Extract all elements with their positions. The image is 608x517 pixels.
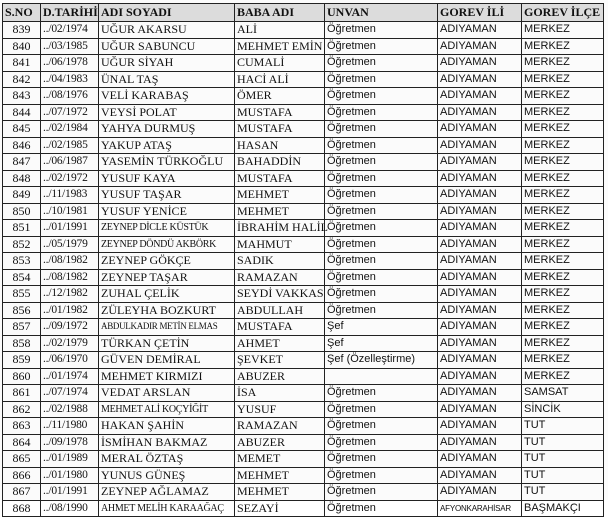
cell-district: MERKEZ: [522, 170, 604, 187]
cell-birth-date: ../08/1976: [41, 88, 99, 105]
cell-district: MERKEZ: [522, 55, 604, 72]
cell-title: Öğretmen: [325, 104, 438, 121]
cell-full-name: YAKUP ATAŞ: [99, 137, 235, 154]
table-row: [3, 434, 604, 451]
table-row: [3, 269, 604, 286]
cell-birth-date: ../01/1980: [41, 467, 99, 484]
cell-province: ADIYAMAN: [438, 88, 522, 105]
cell-full-name: ÜNAL TAŞ: [99, 71, 235, 88]
cell-district: MERKEZ: [522, 269, 604, 286]
cell-title: Öğretmen: [325, 253, 438, 270]
cell-birth-date: ../11/1980: [41, 418, 99, 435]
table-row: [3, 220, 604, 237]
cell-province: ADIYAMAN: [438, 352, 522, 369]
table-row: [3, 253, 604, 270]
cell-full-name: AHMET MELİH KARAAĞAÇ: [99, 500, 235, 517]
cell-province: ADIYAMAN: [438, 302, 522, 319]
table-row: [3, 352, 604, 369]
cell-sno: 866: [3, 467, 41, 484]
table-row: [3, 401, 604, 418]
cell-birth-date: ../11/1983: [41, 187, 99, 204]
cell-title: Öğretmen: [325, 187, 438, 204]
cell-birth-date: ../01/1982: [41, 302, 99, 319]
cell-district: MERKEZ: [522, 154, 604, 171]
cell-father-name: ŞEVKET: [235, 352, 325, 369]
cell-sno: 844: [3, 104, 41, 121]
cell-father-name: MUSTAFA: [235, 121, 325, 138]
cell-father-name: YUSUF: [235, 401, 325, 418]
header-father-name: BABA ADI: [235, 4, 325, 22]
cell-province: ADIYAMAN: [438, 22, 522, 39]
cell-district: TUT: [522, 467, 604, 484]
cell-province: ADIYAMAN: [438, 220, 522, 237]
cell-province: ADIYAMAN: [438, 451, 522, 468]
cell-birth-date: ../02/1972: [41, 170, 99, 187]
cell-province: ADIYAMAN: [438, 170, 522, 187]
cell-full-name: UĞUR SİYAH: [99, 55, 235, 72]
cell-full-name: İSMİHAN BAKMAZ: [99, 434, 235, 451]
cell-full-name: UĞUR SABUNCU: [99, 38, 235, 55]
cell-full-name: VEDAT ARSLAN: [99, 385, 235, 402]
cell-birth-date: ../02/1988: [41, 401, 99, 418]
cell-father-name: MUSTAFA: [235, 104, 325, 121]
cell-father-name: HASAN: [235, 137, 325, 154]
cell-sno: 840: [3, 38, 41, 55]
cell-title: Öğretmen: [325, 170, 438, 187]
table-row: [3, 484, 604, 501]
table-row: [3, 170, 604, 187]
table-header-row: [3, 4, 604, 22]
cell-birth-date: ../01/1991: [41, 484, 99, 501]
cell-province: ADIYAMAN: [438, 286, 522, 303]
cell-full-name: YUNUS GÜNEŞ: [99, 467, 235, 484]
cell-sno: 842: [3, 71, 41, 88]
table-row: [3, 71, 604, 88]
cell-sno: 860: [3, 368, 41, 385]
cell-full-name: ZEYNEP GÖKÇE: [99, 253, 235, 270]
cell-title: Öğretmen: [325, 434, 438, 451]
cell-district: TUT: [522, 418, 604, 435]
cell-father-name: SEYDİ VAKKAS: [235, 286, 325, 303]
cell-title: Öğretmen: [325, 484, 438, 501]
cell-province: ADIYAMAN: [438, 104, 522, 121]
cell-father-name: AHMET: [235, 335, 325, 352]
cell-district: SAMSAT: [522, 385, 604, 402]
cell-full-name: VEYSİ POLAT: [99, 104, 235, 121]
table-row: [3, 335, 604, 352]
cell-district: MERKEZ: [522, 253, 604, 270]
cell-birth-date: ../02/1979: [41, 335, 99, 352]
cell-province: ADIYAMAN: [438, 401, 522, 418]
cell-full-name: ZEYNEP DÖNDÜ AKBÖRK: [99, 236, 235, 253]
cell-title: Öğretmen: [325, 88, 438, 105]
cell-birth-date: ../06/1970: [41, 352, 99, 369]
cell-sno: 839: [3, 22, 41, 39]
cell-father-name: MUSTAFA: [235, 170, 325, 187]
cell-district: MERKEZ: [522, 187, 604, 204]
cell-province: AFYONKARAHİSAR: [438, 500, 522, 517]
cell-full-name: ZEYNEP AĞLAMAZ: [99, 484, 235, 501]
cell-birth-date: ../02/1985: [41, 137, 99, 154]
cell-province: ADIYAMAN: [438, 236, 522, 253]
cell-district: MERKEZ: [522, 38, 604, 55]
cell-title: Öğretmen: [325, 451, 438, 468]
cell-full-name: MEHMET ALİ KOÇYİĞİT: [99, 401, 235, 418]
cell-province: ADIYAMAN: [438, 154, 522, 171]
cell-full-name: HAKAN ŞAHİN: [99, 418, 235, 435]
cell-district: TUT: [522, 434, 604, 451]
cell-birth-date: ../07/1974: [41, 385, 99, 402]
cell-province: ADIYAMAN: [438, 368, 522, 385]
cell-birth-date: ../04/1983: [41, 71, 99, 88]
table-row: [3, 385, 604, 402]
header-sno: S.NO: [3, 4, 41, 22]
cell-title: Öğretmen: [325, 154, 438, 171]
cell-district: MERKEZ: [522, 286, 604, 303]
cell-title: Öğretmen: [325, 38, 438, 55]
cell-district: MERKEZ: [522, 22, 604, 39]
cell-title: Öğretmen: [325, 401, 438, 418]
cell-province: ADIYAMAN: [438, 467, 522, 484]
cell-father-name: ABDULLAH: [235, 302, 325, 319]
table-row: [3, 302, 604, 319]
cell-district: TUT: [522, 484, 604, 501]
cell-sno: 843: [3, 88, 41, 105]
cell-full-name: YAHYA DURMUŞ: [99, 121, 235, 138]
header-title: UNVAN: [325, 4, 438, 22]
cell-title: Öğretmen: [325, 121, 438, 138]
cell-province: ADIYAMAN: [438, 38, 522, 55]
cell-title: Öğretmen: [325, 220, 438, 237]
cell-father-name: HACİ ALİ: [235, 71, 325, 88]
cell-sno: 847: [3, 154, 41, 171]
cell-full-name: ZEYNEP TAŞAR: [99, 269, 235, 286]
cell-title: Öğretmen: [325, 269, 438, 286]
table-row: [3, 104, 604, 121]
cell-sno: 867: [3, 484, 41, 501]
cell-full-name: ZEYNEP DİCLE KÜSTÜK: [99, 220, 235, 237]
cell-father-name: MEHMET EMİN: [235, 38, 325, 55]
cell-province: ADIYAMAN: [438, 187, 522, 204]
cell-province: ADIYAMAN: [438, 335, 522, 352]
table-row: [3, 236, 604, 253]
cell-district: MERKEZ: [522, 335, 604, 352]
cell-sno: 849: [3, 187, 41, 204]
cell-province: ADIYAMAN: [438, 434, 522, 451]
cell-sno: 864: [3, 434, 41, 451]
table-body: [3, 22, 604, 517]
cell-province: ADIYAMAN: [438, 484, 522, 501]
cell-full-name: ABDULKADIR METİN ELMAS: [99, 319, 235, 336]
table-row: [3, 88, 604, 105]
cell-province: ADIYAMAN: [438, 203, 522, 220]
table-row: [3, 203, 604, 220]
cell-birth-date: ../09/1972: [41, 319, 99, 336]
cell-district: MERKEZ: [522, 302, 604, 319]
cell-sno: 858: [3, 335, 41, 352]
cell-province: ADIYAMAN: [438, 253, 522, 270]
cell-full-name: VELİ KARABAŞ: [99, 88, 235, 105]
cell-full-name: YUSUF YENİCE: [99, 203, 235, 220]
table-row: [3, 368, 604, 385]
table-row: [3, 418, 604, 435]
cell-father-name: BAHADDİN: [235, 154, 325, 171]
table-row: [3, 319, 604, 336]
cell-title: Şef (Özelleştirme): [325, 352, 438, 369]
cell-birth-date: ../06/1978: [41, 55, 99, 72]
cell-father-name: RAMAZAN: [235, 418, 325, 435]
cell-district: MERKEZ: [522, 203, 604, 220]
cell-sno: 863: [3, 418, 41, 435]
cell-province: ADIYAMAN: [438, 418, 522, 435]
cell-father-name: RAMAZAN: [235, 269, 325, 286]
cell-birth-date: ../01/1989: [41, 451, 99, 468]
cell-birth-date: ../05/1979: [41, 236, 99, 253]
cell-district: BAŞMAKÇI: [522, 500, 604, 517]
cell-sno: 865: [3, 451, 41, 468]
cell-full-name: ZÜLEYHA BOZKURT: [99, 302, 235, 319]
cell-father-name: MEHMET: [235, 203, 325, 220]
cell-province: ADIYAMAN: [438, 121, 522, 138]
cell-birth-date: ../08/1990: [41, 500, 99, 517]
cell-birth-date: ../03/1985: [41, 38, 99, 55]
cell-full-name: MEHMET KIRMIZI: [99, 368, 235, 385]
cell-father-name: İSA: [235, 385, 325, 402]
cell-birth-date: ../02/1984: [41, 121, 99, 138]
cell-sno: 859: [3, 352, 41, 369]
cell-district: MERKEZ: [522, 137, 604, 154]
cell-title: Şef: [325, 335, 438, 352]
cell-birth-date: ../02/1974: [41, 22, 99, 39]
cell-title: Şef: [325, 319, 438, 336]
cell-father-name: MAHMUT: [235, 236, 325, 253]
cell-father-name: SEZAYİ: [235, 500, 325, 517]
cell-birth-date: ../09/1978: [41, 434, 99, 451]
cell-sno: 854: [3, 269, 41, 286]
table-row: [3, 467, 604, 484]
cell-full-name: UĞUR AKARSU: [99, 22, 235, 39]
cell-district: MERKEZ: [522, 319, 604, 336]
cell-province: ADIYAMAN: [438, 55, 522, 72]
cell-district: MERKEZ: [522, 104, 604, 121]
cell-title: Öğretmen: [325, 385, 438, 402]
cell-father-name: CUMALİ: [235, 55, 325, 72]
cell-birth-date: ../08/1982: [41, 269, 99, 286]
personnel-table: [2, 3, 604, 517]
cell-province: ADIYAMAN: [438, 385, 522, 402]
cell-birth-date: ../06/1987: [41, 154, 99, 171]
cell-full-name: ZUHAL ÇELİK: [99, 286, 235, 303]
cell-sno: 841: [3, 55, 41, 72]
cell-province: ADIYAMAN: [438, 71, 522, 88]
cell-sno: 848: [3, 170, 41, 187]
cell-province: ADIYAMAN: [438, 269, 522, 286]
cell-sno: 857: [3, 319, 41, 336]
cell-title: Öğretmen: [325, 22, 438, 39]
cell-birth-date: ../07/1972: [41, 104, 99, 121]
cell-sno: 862: [3, 401, 41, 418]
cell-district: MERKEZ: [522, 352, 604, 369]
cell-title: Öğretmen: [325, 302, 438, 319]
cell-title: Öğretmen: [325, 71, 438, 88]
table-row: [3, 286, 604, 303]
table-row: [3, 451, 604, 468]
cell-birth-date: ../01/1974: [41, 368, 99, 385]
cell-sno: 855: [3, 286, 41, 303]
cell-title: Öğretmen: [325, 418, 438, 435]
cell-birth-date: ../12/1982: [41, 286, 99, 303]
cell-title: Öğretmen: [325, 55, 438, 72]
cell-province: ADIYAMAN: [438, 137, 522, 154]
table-row: [3, 187, 604, 204]
cell-birth-date: ../08/1982: [41, 253, 99, 270]
header-full-name: ADI SOYADI: [99, 4, 235, 22]
header-birth-date: D.TARİHİ: [41, 4, 99, 22]
table-row: [3, 121, 604, 138]
cell-sno: 846: [3, 137, 41, 154]
cell-father-name: MEMET: [235, 451, 325, 468]
table-row: [3, 137, 604, 154]
cell-father-name: ABUZER: [235, 368, 325, 385]
cell-father-name: SADIK: [235, 253, 325, 270]
cell-district: SİNCİK: [522, 401, 604, 418]
cell-district: TUT: [522, 451, 604, 468]
cell-birth-date: ../01/1991: [41, 220, 99, 237]
cell-full-name: YUSUF TAŞAR: [99, 187, 235, 204]
cell-full-name: MERAL ÖZTAŞ: [99, 451, 235, 468]
cell-title: [325, 368, 438, 385]
cell-full-name: YASEMİN TÜRKOĞLU: [99, 154, 235, 171]
cell-father-name: MEHMET: [235, 467, 325, 484]
cell-title: Öğretmen: [325, 500, 438, 517]
cell-title: Öğretmen: [325, 467, 438, 484]
cell-father-name: MEHMET: [235, 484, 325, 501]
cell-full-name: TÜRKAN ÇETİN: [99, 335, 235, 352]
header-district: GOREV İLÇE: [522, 4, 604, 22]
cell-father-name: ÖMER: [235, 88, 325, 105]
cell-district: MERKEZ: [522, 220, 604, 237]
cell-father-name: MEHMET: [235, 187, 325, 204]
cell-district: MERKEZ: [522, 236, 604, 253]
cell-province: ADIYAMAN: [438, 319, 522, 336]
cell-birth-date: ../10/1981: [41, 203, 99, 220]
table-row: [3, 55, 604, 72]
cell-sno: 845: [3, 121, 41, 138]
header-province: GOREV İLİ: [438, 4, 522, 22]
cell-district: MERKEZ: [522, 368, 604, 385]
cell-district: MERKEZ: [522, 121, 604, 138]
cell-father-name: MUSTAFA: [235, 319, 325, 336]
cell-full-name: YUSUF KAYA: [99, 170, 235, 187]
cell-district: MERKEZ: [522, 71, 604, 88]
cell-title: Öğretmen: [325, 203, 438, 220]
cell-sno: 853: [3, 253, 41, 270]
table-row: [3, 38, 604, 55]
cell-father-name: ABUZER: [235, 434, 325, 451]
table-row: [3, 22, 604, 39]
cell-sno: 852: [3, 236, 41, 253]
cell-title: Öğretmen: [325, 137, 438, 154]
cell-full-name: GÜVEN DEMİRAL: [99, 352, 235, 369]
table-row: [3, 500, 604, 517]
cell-district: MERKEZ: [522, 88, 604, 105]
cell-sno: 868: [3, 500, 41, 517]
cell-sno: 850: [3, 203, 41, 220]
cell-sno: 851: [3, 220, 41, 237]
cell-title: Öğretmen: [325, 236, 438, 253]
table-row: [3, 154, 604, 171]
cell-father-name: ALİ: [235, 22, 325, 39]
cell-sno: 856: [3, 302, 41, 319]
cell-father-name: İBRAHİM HALİL: [235, 220, 325, 237]
cell-sno: 861: [3, 385, 41, 402]
cell-title: Öğretmen: [325, 286, 438, 303]
